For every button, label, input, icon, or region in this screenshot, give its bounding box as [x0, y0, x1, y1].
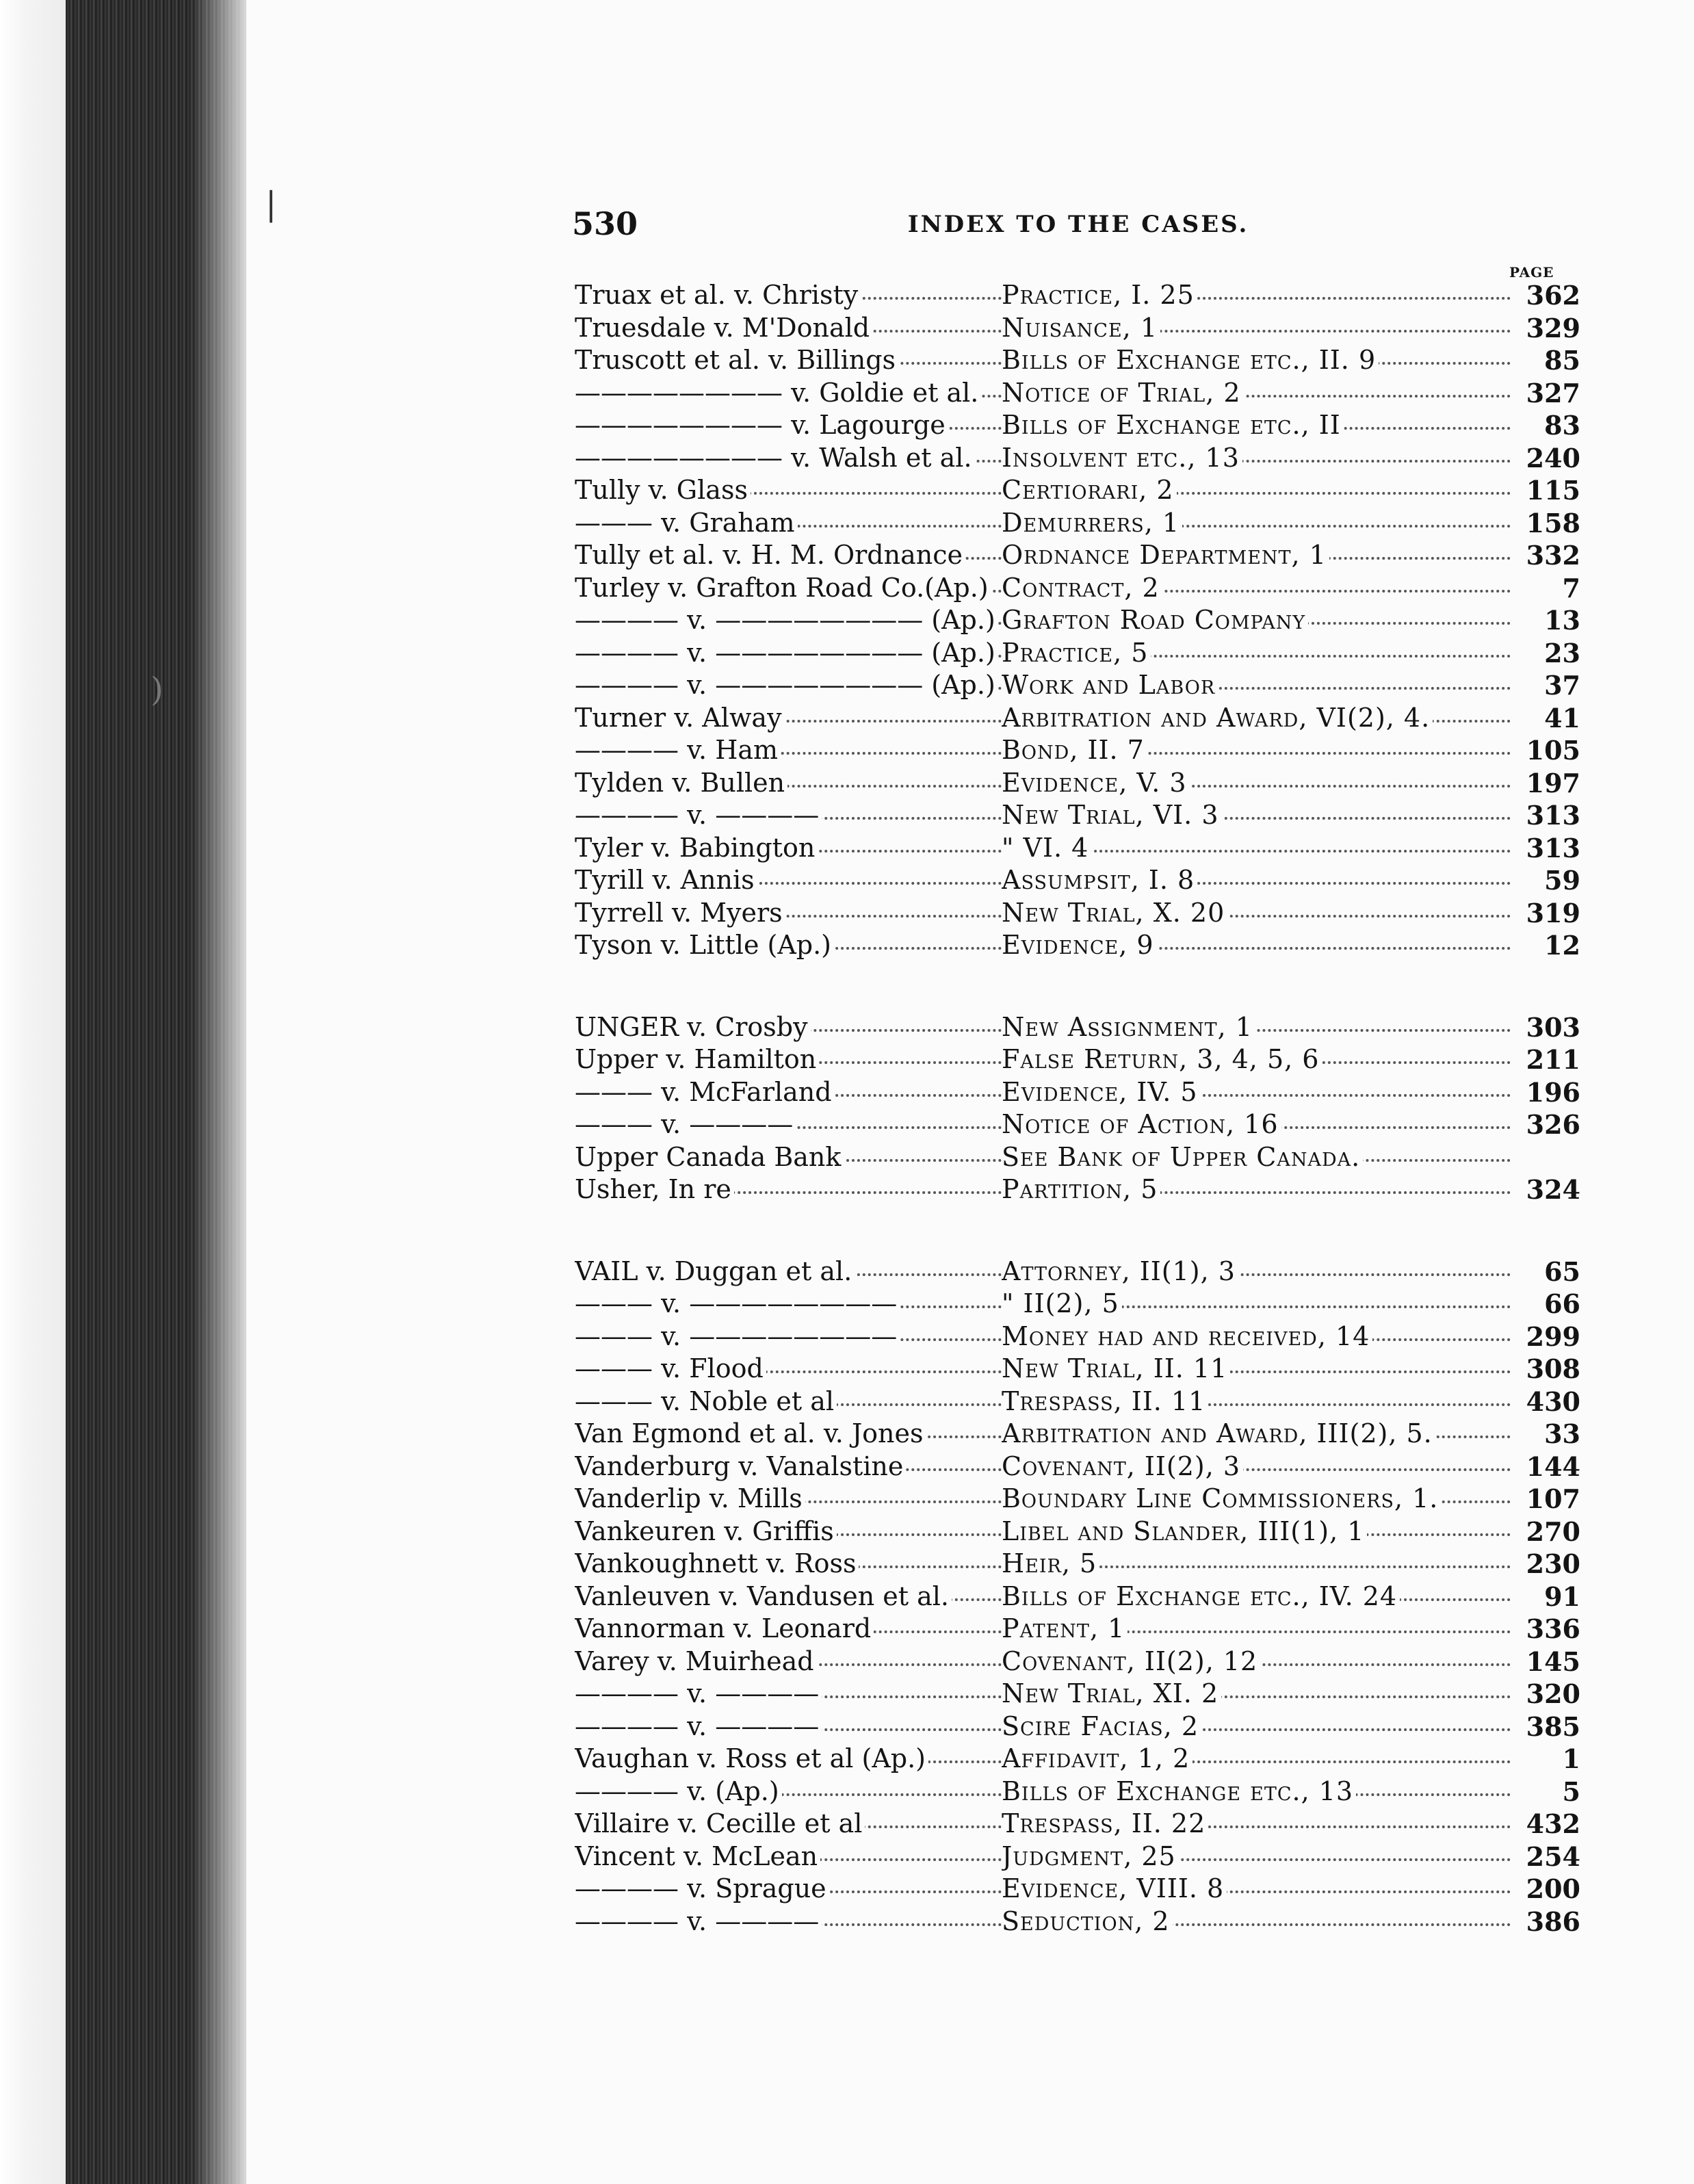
index-entry — [575, 1451, 1580, 1483]
case-subject — [1002, 1353, 1511, 1386]
case-subject — [1002, 1256, 1511, 1288]
case-subject — [1002, 312, 1511, 345]
case-party — [575, 767, 1013, 800]
case-page-number: 308 — [1526, 1353, 1580, 1384]
case-subject-text: Demurrers, 1 — [1002, 508, 1182, 538]
case-party — [575, 669, 1013, 702]
index-entry — [575, 864, 1580, 897]
index-entry — [575, 1808, 1580, 1841]
index-entry — [575, 929, 1580, 962]
case-party — [575, 507, 1013, 540]
case-subject — [1002, 1711, 1511, 1743]
case-subject — [1002, 1841, 1511, 1873]
case-subject — [1002, 1548, 1511, 1581]
case-subject-text: Practice, 5 — [1002, 638, 1151, 668]
case-party-text: ———— v. (Ap.) — [575, 1776, 782, 1806]
case-page-number: 200 — [1526, 1873, 1580, 1904]
case-subject — [1002, 442, 1511, 475]
case-subject — [1002, 1451, 1511, 1483]
case-party-text: ——— v. ———————— — [575, 1321, 900, 1351]
case-party-text: ——— v. Flood — [575, 1353, 766, 1383]
case-subject-text: Covenant, II(2), 3 — [1002, 1451, 1243, 1481]
case-page-number: 59 — [1544, 865, 1580, 896]
case-subject-text: New Trial, X. 20 — [1002, 898, 1227, 928]
case-subject — [1002, 929, 1511, 962]
index-entry — [575, 767, 1580, 800]
case-party-text: Vanleuven v. Vandusen et al. — [575, 1581, 952, 1611]
case-page-number: 313 — [1526, 800, 1580, 831]
index-entry — [575, 1173, 1580, 1206]
index-entry — [575, 1386, 1580, 1418]
case-party-text: Usher, In re — [575, 1174, 734, 1204]
case-subject — [1002, 344, 1511, 377]
case-party — [575, 1841, 1013, 1873]
case-subject-text: Attorney, II(1), 3 — [1002, 1256, 1238, 1286]
case-party-text: Vaughan v. Ross et al (Ap.) — [575, 1743, 928, 1773]
case-party-text: Tyrrell v. Myers — [575, 898, 785, 928]
case-party — [575, 409, 1013, 442]
case-page-number: 320 — [1526, 1678, 1580, 1709]
case-party-text: Upper v. Hamilton — [575, 1044, 819, 1074]
case-subject — [1002, 702, 1511, 735]
index-entry — [575, 1776, 1580, 1808]
index-entry — [575, 1743, 1580, 1776]
index-entry — [575, 344, 1580, 377]
index-entry — [575, 1108, 1580, 1141]
case-subject — [1002, 1386, 1511, 1418]
index-entry — [575, 1581, 1580, 1613]
case-party-text: Varey v. Muirhead — [575, 1646, 817, 1676]
case-subject-text: Assumpsit, I. 8 — [1002, 865, 1197, 895]
case-page-number: 13 — [1544, 605, 1580, 636]
case-subject — [1002, 507, 1511, 540]
case-subject — [1002, 767, 1511, 800]
case-subject-text: Boundary Line Commissioners, 1. — [1002, 1483, 1441, 1513]
case-subject — [1002, 669, 1511, 702]
case-party-text: UNGER v. Crosby — [575, 1012, 811, 1042]
page-number: 530 — [572, 205, 638, 242]
index-entry — [575, 1841, 1580, 1873]
case-party — [575, 1581, 1013, 1613]
case-party — [575, 1043, 1013, 1076]
case-party-text: Vannorman v. Leonard — [575, 1613, 874, 1643]
index-entry — [575, 702, 1580, 735]
case-subject-text: Libel and Slander, III(1), 1 — [1002, 1516, 1367, 1546]
index-entry — [575, 1516, 1580, 1548]
case-subject-text: Work and Labor — [1002, 670, 1218, 700]
case-subject — [1002, 1321, 1511, 1353]
case-party-text: Tyler v. Babington — [575, 833, 818, 863]
case-party-text: ——— v. ———— — [575, 1109, 796, 1139]
case-page-number: 1 — [1562, 1743, 1580, 1774]
case-subject-text: Bond, II. 7 — [1002, 735, 1147, 765]
case-subject-text: New Assignment, 1 — [1002, 1012, 1255, 1042]
index-entry — [575, 1011, 1580, 1044]
case-subject-text: " VI. 4 — [1002, 833, 1091, 863]
index-entry — [575, 832, 1580, 865]
case-party-text: ———————— v. Goldie et al. — [575, 378, 981, 408]
case-party — [575, 1386, 1013, 1418]
scan-mark: | — [265, 185, 277, 223]
case-page-number: 319 — [1526, 897, 1580, 928]
index-entry — [575, 1483, 1580, 1516]
case-party — [575, 1011, 1013, 1044]
case-party — [575, 929, 1013, 962]
case-party-text: ———— v. ———— — [575, 1906, 822, 1936]
case-subject — [1002, 897, 1511, 930]
case-party — [575, 442, 1013, 475]
case-subject — [1002, 1418, 1511, 1451]
case-party — [575, 1256, 1013, 1288]
case-party — [575, 1076, 1013, 1109]
case-subject — [1002, 474, 1511, 507]
case-page-number: 66 — [1544, 1288, 1580, 1319]
case-party-text: Vanderburg v. Vanalstine — [575, 1451, 906, 1481]
index-entries — [575, 279, 1580, 1938]
case-subject — [1002, 1516, 1511, 1548]
page-edges-stack — [66, 0, 246, 2184]
case-party-text: Truesdale v. M'Donald — [575, 313, 872, 343]
case-subject-text: Evidence, 9 — [1002, 930, 1157, 960]
index-entry — [575, 637, 1580, 670]
case-subject — [1002, 1173, 1511, 1206]
index-entry — [575, 1353, 1580, 1386]
case-party-text: Tyson v. Little (Ap.) — [575, 930, 834, 960]
case-subject — [1002, 1581, 1511, 1613]
case-party-text: ——— v. ———————— — [575, 1288, 900, 1318]
case-page-number: 303 — [1526, 1011, 1580, 1043]
case-party-text: Tully et al. v. H. M. Ordnance — [575, 540, 965, 570]
case-page-number: 254 — [1526, 1841, 1580, 1872]
case-page-number: 144 — [1526, 1451, 1580, 1482]
case-subject-text: New Trial, VI. 3 — [1002, 800, 1222, 830]
case-party — [575, 1108, 1013, 1141]
case-party — [575, 1141, 1013, 1174]
case-party-text: ———— v. ———————— (Ap.) — [575, 670, 998, 700]
index-entry — [575, 1043, 1580, 1076]
case-subject-text: Scire Facias, 2 — [1002, 1711, 1201, 1741]
case-page-number: 324 — [1526, 1174, 1580, 1205]
case-page-number: 336 — [1526, 1613, 1580, 1644]
case-subject — [1002, 637, 1511, 670]
case-subject-text: New Trial, II. 11 — [1002, 1353, 1230, 1383]
index-entry — [575, 669, 1580, 702]
index-entry — [575, 1613, 1580, 1646]
case-party-text: ——— v. McFarland — [575, 1077, 835, 1107]
case-subject-text: Arbitration and Award, VI(2), 4. — [1002, 703, 1433, 733]
case-page-number: 41 — [1544, 702, 1580, 733]
case-page-number: 12 — [1544, 930, 1580, 961]
case-page-number: 362 — [1526, 280, 1580, 311]
case-party — [575, 377, 1013, 410]
case-page-number: 196 — [1526, 1076, 1580, 1108]
case-subject — [1002, 279, 1511, 312]
case-party-text: ——— v. Graham — [575, 508, 798, 538]
case-subject — [1002, 1076, 1511, 1109]
case-party — [575, 702, 1013, 735]
case-subject — [1002, 1483, 1511, 1516]
case-subject-text: " II(2), 5 — [1002, 1288, 1122, 1318]
case-page-number: 105 — [1526, 735, 1580, 766]
case-subject — [1002, 1288, 1511, 1321]
case-party-text: ———————— v. Lagourge — [575, 410, 948, 440]
case-party-text: Truax et al. v. Christy — [575, 280, 861, 310]
section-gap — [575, 962, 1580, 1011]
index-entry — [575, 799, 1580, 832]
case-page-number: 432 — [1526, 1808, 1580, 1839]
case-party-text: ———— v. ———————— (Ap.) — [575, 605, 998, 635]
case-party — [575, 1418, 1013, 1451]
index-entry — [575, 409, 1580, 442]
case-subject-text: New Trial, XI. 2 — [1002, 1678, 1221, 1708]
case-party — [575, 1173, 1013, 1206]
case-subject — [1002, 864, 1511, 897]
case-subject-text: Trespass, II. 22 — [1002, 1808, 1208, 1838]
case-party-text: Turley v. Grafton Road Co.(Ap.) — [575, 573, 991, 603]
index-entry — [575, 1646, 1580, 1678]
case-party — [575, 1906, 1013, 1938]
case-party — [575, 832, 1013, 865]
case-subject — [1002, 1873, 1511, 1906]
scan-left-margin — [0, 0, 66, 2184]
case-subject-text: Bills of Exchange etc., IV. 24 — [1002, 1581, 1400, 1611]
case-page-number: 332 — [1526, 540, 1580, 571]
index-entry — [575, 1873, 1580, 1906]
scan-mark: ) — [151, 671, 164, 709]
index-entry — [575, 1256, 1580, 1288]
case-page-number: 91 — [1544, 1581, 1580, 1612]
case-subject-text: Notice of Action, 16 — [1002, 1109, 1281, 1139]
case-subject-text: Notice of Trial, 2 — [1002, 378, 1244, 408]
case-party-text: Tyrill v. Annis — [575, 865, 757, 895]
case-party-text: Villaire v. Cecille et al — [575, 1808, 865, 1838]
case-subject — [1002, 1906, 1511, 1938]
case-party-text: Vankoughnett v. Ross — [575, 1548, 859, 1578]
case-subject-text: Insolvent etc., 13 — [1002, 443, 1242, 473]
case-party — [575, 1353, 1013, 1386]
case-subject-text: Grafton Road Company — [1002, 605, 1308, 635]
case-party — [575, 799, 1013, 832]
case-page-number: 83 — [1544, 410, 1580, 441]
case-party — [575, 1743, 1013, 1776]
case-subject-text: Certiorari, 2 — [1002, 475, 1177, 505]
case-page-number: 329 — [1526, 312, 1580, 343]
index-entry — [575, 1678, 1580, 1711]
case-subject-text: Covenant, II(2), 12 — [1002, 1646, 1260, 1676]
index-entry — [575, 897, 1580, 930]
case-subject — [1002, 1108, 1511, 1141]
case-party — [575, 1646, 1013, 1678]
case-page-number: 327 — [1526, 377, 1580, 408]
case-subject-text: Judgment, 25 — [1002, 1841, 1179, 1871]
page-column-label: PAGE — [1509, 264, 1554, 281]
case-subject-text: Bills of Exchange etc., II — [1002, 410, 1344, 440]
index-entry — [575, 1906, 1580, 1938]
case-subject — [1002, 377, 1511, 410]
case-page-number: 23 — [1544, 637, 1580, 668]
case-subject — [1002, 1646, 1511, 1678]
case-party — [575, 1288, 1013, 1321]
case-subject — [1002, 1011, 1511, 1044]
index-entry — [575, 507, 1580, 540]
case-party-text: ———— v. Ham — [575, 735, 781, 765]
case-party — [575, 572, 1013, 605]
case-subject — [1002, 1141, 1511, 1174]
page-title: INDEX TO THE CASES. — [907, 211, 1249, 238]
case-subject-text: Arbitration and Award, III(2), 5. — [1002, 1418, 1435, 1448]
case-party-text: VAIL v. Duggan et al. — [575, 1256, 855, 1286]
case-party — [575, 897, 1013, 930]
case-party-text: ———— v. ———— — [575, 1678, 822, 1708]
index-entry — [575, 1076, 1580, 1109]
case-subject — [1002, 1776, 1511, 1808]
case-party-text: ——— v. Noble et al — [575, 1386, 837, 1416]
case-party-text: ———— v. ———— — [575, 800, 822, 830]
case-party-text: ———————— v. Walsh et al. — [575, 443, 975, 473]
section-gap — [575, 1206, 1580, 1256]
case-party — [575, 312, 1013, 345]
case-subject-text: Money had and received, 14 — [1002, 1321, 1372, 1351]
case-subject-text: Ordnance Department, 1 — [1002, 540, 1329, 570]
case-page-number: 85 — [1544, 345, 1580, 376]
case-party-text: Truscott et al. v. Billings — [575, 345, 898, 375]
case-subject — [1002, 734, 1511, 767]
case-page-number: 197 — [1526, 767, 1580, 798]
index-entry — [575, 1548, 1580, 1581]
case-party-text: ———— v. Sprague — [575, 1873, 829, 1903]
case-subject-text: See Bank of Upper Canada. — [1002, 1142, 1363, 1172]
case-page-number: 240 — [1526, 442, 1580, 473]
case-subject-text: Evidence, IV. 5 — [1002, 1077, 1201, 1107]
case-subject — [1002, 572, 1511, 605]
case-page-number: 7 — [1562, 572, 1580, 603]
case-party-text: ———— v. ———— — [575, 1711, 822, 1741]
case-party-text: Vanderlip v. Mills — [575, 1483, 805, 1513]
case-party-text: Tylden v. Bullen — [575, 768, 787, 798]
case-party — [575, 1711, 1013, 1743]
case-subject-text: Nuisance, 1 — [1002, 313, 1160, 343]
index-entry — [575, 1321, 1580, 1353]
case-page-number: 313 — [1526, 832, 1580, 863]
case-party — [575, 604, 1013, 637]
case-subject-text: Affidavit, 1, 2 — [1002, 1743, 1193, 1773]
index-entry — [575, 1418, 1580, 1451]
case-party — [575, 1483, 1013, 1516]
index-entry — [575, 1711, 1580, 1743]
case-subject-text: Practice, I. 25 — [1002, 280, 1197, 310]
case-party-text: Upper Canada Bank — [575, 1142, 844, 1172]
case-subject — [1002, 1043, 1511, 1076]
case-party-text: Vankeuren v. Griffis — [575, 1516, 837, 1546]
case-page-number: 145 — [1526, 1646, 1580, 1677]
case-page-number: 5 — [1562, 1776, 1580, 1807]
case-party-text: ———— v. ———————— (Ap.) — [575, 638, 998, 668]
case-subject — [1002, 1808, 1511, 1841]
running-head — [572, 205, 1585, 246]
case-subject-text: Evidence, VIII. 8 — [1002, 1873, 1227, 1903]
case-party — [575, 1321, 1013, 1353]
case-page-number: 115 — [1526, 475, 1580, 506]
case-subject-text: Patent, 1 — [1002, 1613, 1128, 1643]
case-page-number: 299 — [1526, 1321, 1580, 1352]
case-subject — [1002, 604, 1511, 637]
case-subject — [1002, 1678, 1511, 1711]
index-entry — [575, 474, 1580, 507]
case-party — [575, 1776, 1013, 1808]
case-party-text: Vincent v. McLean — [575, 1841, 820, 1871]
case-subject — [1002, 539, 1511, 572]
case-party — [575, 1451, 1013, 1483]
case-subject-text: False Return, 3, 4, 5, 6 — [1002, 1044, 1322, 1074]
case-page-number: 230 — [1526, 1548, 1580, 1579]
case-subject-text: Trespass, II. 11 — [1002, 1386, 1208, 1416]
case-page-number: 158 — [1526, 507, 1580, 538]
case-party — [575, 1678, 1013, 1711]
case-page-number: 430 — [1526, 1386, 1580, 1417]
case-party — [575, 279, 1013, 312]
index-entry — [575, 572, 1580, 605]
case-page-number: 37 — [1544, 670, 1580, 701]
case-party — [575, 1548, 1013, 1581]
case-party — [575, 474, 1013, 507]
index-entry — [575, 312, 1580, 345]
case-page-number: 270 — [1526, 1516, 1580, 1547]
case-party-text: Van Egmond et al. v. Jones — [575, 1418, 926, 1448]
index-entry — [575, 1141, 1580, 1174]
case-page-number: 386 — [1526, 1906, 1580, 1937]
index-entry — [575, 539, 1580, 572]
index-entry — [575, 1288, 1580, 1321]
case-subject — [1002, 799, 1511, 832]
case-page-number: 211 — [1526, 1044, 1580, 1075]
case-party-text: Tully v. Glass — [575, 475, 751, 505]
index-entry — [575, 377, 1580, 410]
case-subject — [1002, 1743, 1511, 1776]
case-subject — [1002, 409, 1511, 442]
index-entry — [575, 279, 1580, 312]
case-subject-text: Partition, 5 — [1002, 1174, 1160, 1204]
case-page-number: 65 — [1544, 1256, 1580, 1287]
case-subject-text: Evidence, V. 3 — [1002, 768, 1190, 798]
case-party — [575, 864, 1013, 897]
case-party — [575, 637, 1013, 670]
case-party — [575, 1613, 1013, 1646]
case-party — [575, 1516, 1013, 1548]
case-subject-text: Seduction, 2 — [1002, 1906, 1173, 1936]
case-party-text: Turner v. Alway — [575, 703, 785, 733]
case-page-number: 385 — [1526, 1711, 1580, 1742]
case-subject — [1002, 832, 1511, 865]
case-subject-text: Bills of Exchange etc., 13 — [1002, 1776, 1356, 1806]
index-entry — [575, 734, 1580, 767]
case-party — [575, 344, 1013, 377]
case-page-number: 326 — [1526, 1109, 1580, 1140]
case-subject-text: Bills of Exchange etc., II. 9 — [1002, 345, 1379, 375]
case-party — [575, 1873, 1013, 1906]
index-entry — [575, 442, 1580, 475]
case-subject-text: Heir, 5 — [1002, 1548, 1099, 1578]
case-page-number: 107 — [1526, 1483, 1580, 1514]
index-entry — [575, 604, 1580, 637]
case-page-number: 33 — [1544, 1418, 1580, 1449]
case-party — [575, 1808, 1013, 1841]
case-subject-text: Contract, 2 — [1002, 573, 1162, 603]
case-subject — [1002, 1613, 1511, 1646]
case-party — [575, 539, 1013, 572]
case-party — [575, 734, 1013, 767]
